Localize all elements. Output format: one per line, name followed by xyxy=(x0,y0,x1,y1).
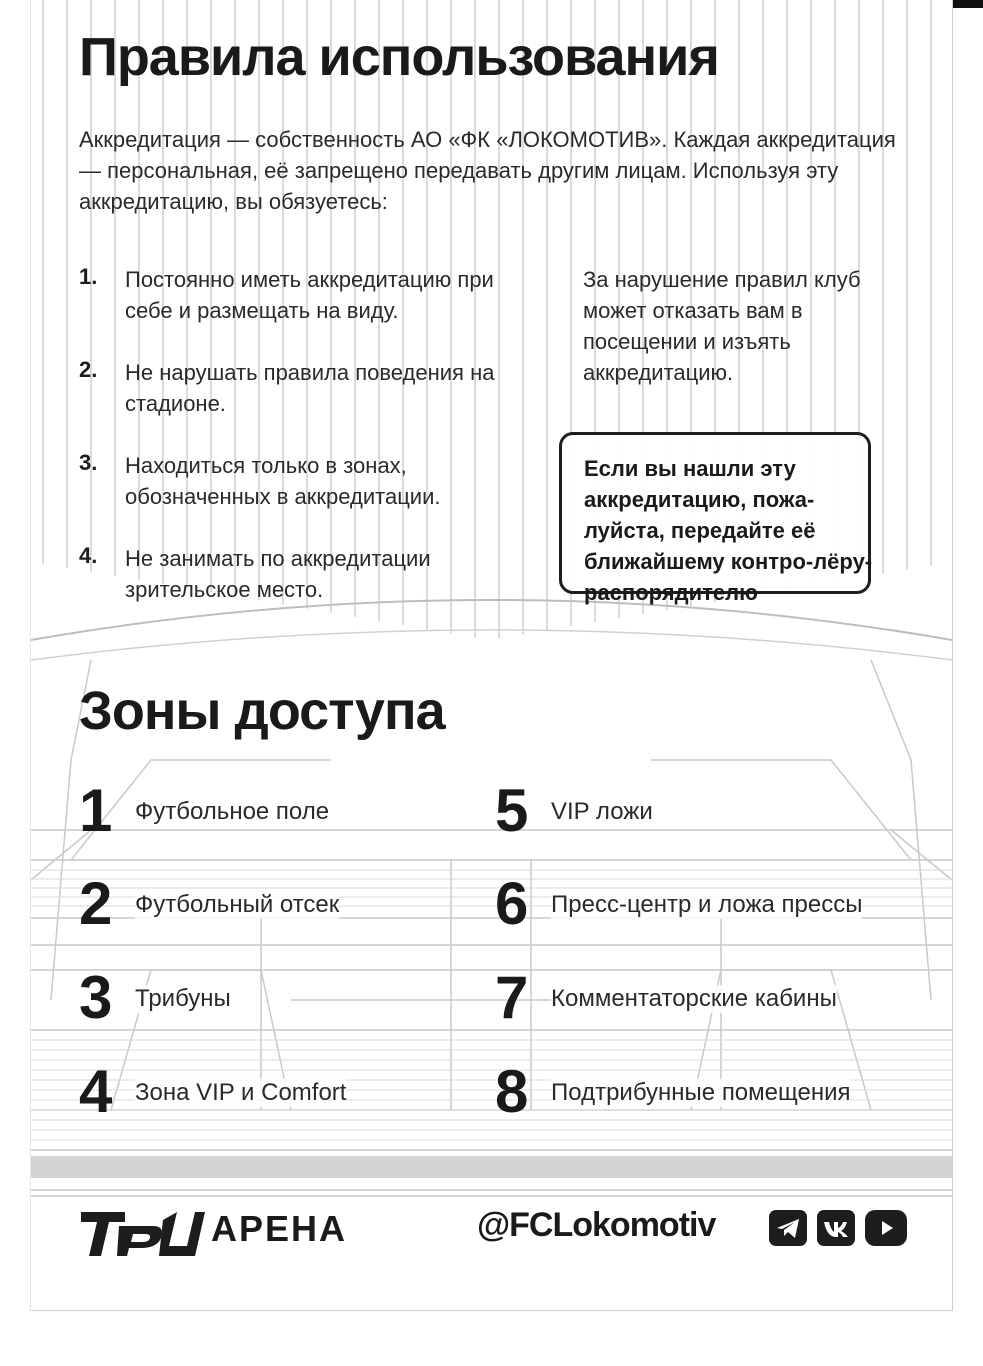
rule-text: Не занимать по аккредитации зрительское место. xyxy=(125,546,431,602)
zone-number: 1 xyxy=(79,777,113,844)
zone-label: VIP ложи xyxy=(551,798,653,825)
zone-label: Подтрибунные помещения xyxy=(551,1079,851,1106)
rule-number: 1. xyxy=(79,264,98,289)
social-icons xyxy=(769,1210,909,1250)
violation-note: За нарушение правил клуб может отказать вам в посещении и изъять аккредитацию. xyxy=(583,267,861,385)
accreditation-card xyxy=(30,0,953,1311)
youtube-icon[interactable] xyxy=(865,1210,907,1246)
vk-icon[interactable] xyxy=(817,1210,855,1246)
zone-number: 7 xyxy=(495,964,529,1031)
zone-label: Зона VIP и Comfort xyxy=(135,1079,347,1106)
telegram-icon[interactable] xyxy=(769,1210,807,1246)
zone-label: Комментаторские кабины xyxy=(551,985,837,1012)
rzd-logo-icon xyxy=(79,1202,205,1258)
zone-label: Футбольный отсек xyxy=(135,891,340,918)
zone-number: 2 xyxy=(79,870,113,937)
rules-title: Правила использования xyxy=(79,27,719,87)
arena-text: АРЕНА xyxy=(211,1208,348,1249)
scan-corner-mark xyxy=(951,0,983,8)
rule-number: 3. xyxy=(79,450,98,475)
rule-text: Постоянно иметь аккредитацию при себе и размещать на виду. xyxy=(125,267,494,323)
rule-number: 4. xyxy=(79,543,98,568)
zones-title: Зоны доступа xyxy=(79,681,445,741)
rule-text: Не нарушать правила поведения на стадионе. xyxy=(125,360,495,416)
zone-number: 5 xyxy=(495,777,529,844)
found-notice-text: Если вы нашли эту аккредитацию, пожа-луйста, передайте её ближайшему контро-лёру-распорядителю xyxy=(584,456,873,605)
card-content xyxy=(31,0,952,1310)
rzd-arena-logo xyxy=(79,1202,379,1258)
zone-label: Трибуны xyxy=(135,985,231,1012)
social-handle: @FCLokomotiv xyxy=(477,1206,716,1244)
zone-number: 8 xyxy=(495,1058,529,1125)
zone-label: Пресс-центр и ложа прессы xyxy=(551,891,863,918)
rule-text: Находиться только в зонах, обозначенных в аккредитации. xyxy=(125,453,441,509)
zone-label: Футбольное поле xyxy=(135,798,330,825)
rule-number: 2. xyxy=(79,357,98,382)
found-notice-box xyxy=(559,432,873,605)
zone-number: 3 xyxy=(79,964,113,1031)
rules-intro: Аккредитация — собственность АО «ФК «ЛОКОМОТИВ». Каждая аккредитация — персональная, её запрещено передавать другим лицам. Используя эту аккредитацию, вы обязуетесь: xyxy=(79,127,896,214)
zone-number: 4 xyxy=(79,1058,113,1125)
zone-number: 6 xyxy=(495,870,529,937)
